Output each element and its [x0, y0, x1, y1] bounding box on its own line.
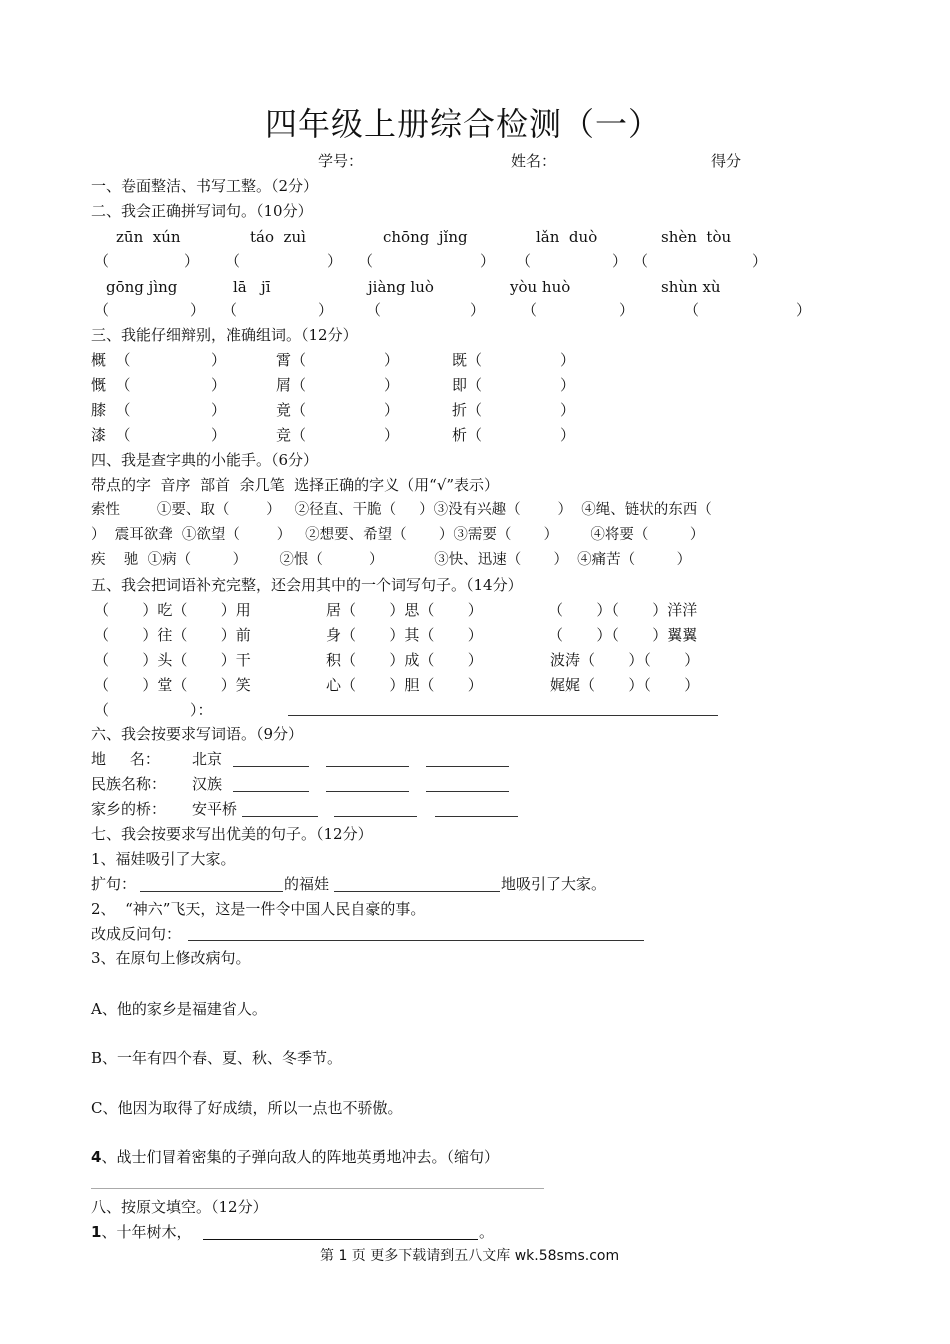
name-label: 姓名： — [511, 152, 557, 170]
idiom-cell: 心（ ）胆（ ） — [326, 676, 483, 694]
word-group-cell: 漆 （ — [91, 426, 131, 444]
pinyin-item: chōng jǐng — [383, 228, 468, 246]
answer-paren: （ — [633, 252, 649, 270]
answer-line — [334, 891, 500, 892]
pinyin-item: táo zuì — [250, 228, 306, 246]
word-group-cell: ） — [211, 426, 227, 444]
answer-line — [426, 766, 509, 767]
idiom-cell: 积（ ）成（ ） — [326, 651, 483, 669]
question-number: 4 — [91, 1148, 102, 1166]
answer-line — [326, 791, 409, 792]
answer-line — [140, 891, 283, 892]
answer-paren: （ — [684, 301, 700, 319]
section-4-title: 四、我是查字典的小能手。（6分） — [91, 451, 319, 469]
pinyin-item: jiàng luò — [368, 278, 434, 296]
pinyin-item: gōng jìng — [106, 278, 178, 296]
idiom-cell: 波涛（ ）（ ） — [550, 651, 700, 669]
word-group-cell: ） — [384, 376, 400, 394]
idiom-cell: （ ）吃（ ）用 — [94, 601, 251, 619]
idiom-cell: 居（ ）思（ ） — [326, 601, 483, 619]
word-group-cell: 竟（ — [276, 401, 307, 419]
word-group-cell: 慨 （ — [91, 376, 131, 394]
answer-paren: ） — [470, 301, 486, 319]
word-group-cell: 概 （ — [91, 351, 131, 369]
answer-line — [188, 940, 644, 941]
section-2-title: 二、我会正确拼写词句。（10分） — [91, 202, 313, 220]
word-group-cell: ） — [211, 401, 227, 419]
category-label: 家乡的桥： — [91, 800, 167, 818]
sick-sentence-c: C、他因为取得了好成绩，所以一点也不骄傲。 — [91, 1099, 403, 1117]
word-group-cell: 即（ — [452, 376, 483, 394]
answer-line — [203, 1239, 478, 1240]
idiom-cell: 娓娓（ ）（ ） — [550, 676, 700, 694]
dictionary-line: 疾 驰 ①病（ ） ②恨（ ） ③快、迅速（ ） ④痛苦（ ） — [91, 552, 692, 568]
answer-paren: （ — [94, 252, 110, 270]
idiom-cell: （ ）堂（ ）笑 — [94, 676, 251, 694]
question-7-3: 3、在原句上修改病句。 — [91, 949, 251, 967]
idiom-cell: （ ）头（ ）干 — [94, 651, 251, 669]
rhetorical-label: 改成反问句： — [91, 925, 182, 943]
answer-paren: ） — [480, 252, 496, 270]
pinyin-item: shèn tòu — [661, 228, 732, 246]
word-group-cell: 霄（ — [276, 351, 307, 369]
pinyin-item: zūn xún — [116, 228, 181, 246]
word-group-cell: 屑（ — [276, 376, 307, 394]
word-group-cell: ） — [560, 376, 576, 394]
question-text: 、战士们冒着密集的子弹向敌人的阵地英勇地冲去。（缩句） — [101, 1148, 499, 1166]
answer-paren: ） — [327, 252, 343, 270]
idiom-cell: （ ）往（ ）前 — [94, 626, 251, 644]
section-6-title: 六、我会按要求写词语。（9分） — [91, 725, 304, 743]
category-example: 北京 — [192, 750, 223, 768]
pinyin-item: lā jī — [233, 278, 271, 296]
answer-paren: （ — [358, 252, 374, 270]
answer-paren: （ — [222, 301, 238, 319]
answer-line — [233, 791, 309, 792]
section-7-title: 七、我会按要求写出优美的句子。（12分） — [91, 825, 373, 843]
dictionary-line: 索性 ①要、取（ ） ②径直、干脆（ ）③没有兴趣（ ） ④绳、链状的东西（ — [91, 502, 712, 518]
question-7-4 — [91, 1147, 499, 1167]
section-1-title: 一、卷面整洁、书写工整。（2分） — [91, 177, 319, 195]
answer-paren: （ — [366, 301, 382, 319]
answer-line — [326, 766, 409, 767]
word-group-cell: ） — [211, 351, 227, 369]
question-text: 、十年树木， — [101, 1223, 192, 1241]
answer-paren: （ — [225, 252, 241, 270]
answer-line — [91, 1188, 544, 1189]
answer-paren: （ — [516, 252, 532, 270]
word-group-cell: ） — [211, 376, 227, 394]
word-group-cell: ） — [560, 351, 576, 369]
answer-paren: ） — [184, 252, 200, 270]
idiom-cell: 身（ ）其（ ） — [326, 626, 483, 644]
question-7-1: 1、福娃吸引了大家。 — [91, 850, 236, 868]
question-number: 1 — [91, 1223, 102, 1241]
word-group-cell: 折（ — [452, 401, 483, 419]
word-group-cell: 膝 （ — [91, 401, 131, 419]
sentence-answer-line — [288, 715, 718, 716]
pinyin-item: shùn xù — [661, 278, 721, 296]
answer-paren: ） — [796, 301, 812, 319]
answer-line — [435, 816, 518, 817]
category-example: 安平桥 — [192, 800, 238, 818]
pinyin-item: yòu huò — [510, 278, 571, 296]
word-group-cell: ） — [560, 426, 576, 444]
sentence-label: （ ）： — [94, 701, 213, 719]
dictionary-line: ） 震耳欲聋 ①欲望（ ） ②想要、希望（ ）③需要（ ） ④将要（ ） — [91, 527, 705, 543]
category-example: 汉族 — [192, 775, 223, 793]
answer-paren: ） — [752, 252, 768, 270]
score-label: 得分 — [711, 152, 742, 170]
word-group-cell: 竞（ — [276, 426, 307, 444]
word-group-cell: ） — [384, 426, 400, 444]
answer-line — [426, 791, 509, 792]
answer-line — [233, 766, 309, 767]
answer-paren: （ — [94, 301, 110, 319]
pinyin-item: lǎn duò — [536, 228, 598, 246]
word-group-cell: 析（ — [452, 426, 483, 444]
category-label: 地 名： — [91, 750, 160, 768]
expand-label: 扩句： — [91, 875, 137, 893]
idiom-cell: （ ）（ ）翼翼 — [548, 626, 698, 644]
dictionary-table-header: 带点的字 音序 部首 余几笔 选择正确的字义（用“√”表示） — [91, 476, 500, 494]
question-8-1 — [91, 1222, 191, 1242]
section-5-title: 五、我会把词语补充完整，还会用其中的一个词写句子。（14分） — [91, 576, 523, 594]
student-number-label: 学号： — [318, 152, 364, 170]
category-label: 民族名称： — [91, 775, 167, 793]
answer-paren: ） — [619, 301, 635, 319]
section-3-title: 三、我能仔细辩别，准确组词。（12分） — [91, 326, 358, 344]
word-group-cell: ） — [384, 351, 400, 369]
question-7-2: 2、 “神六”飞天，这是一件令中国人民自豪的事。 — [91, 900, 426, 918]
answer-paren: ） — [612, 252, 628, 270]
expand-mid: 的福娃 — [284, 875, 330, 893]
question-8-1-end: 。 — [479, 1223, 495, 1241]
sick-sentence-b: B、一年有四个春、夏、秋、冬季节。 — [91, 1049, 343, 1067]
word-group-cell: ） — [560, 401, 576, 419]
word-group-cell: ） — [384, 401, 400, 419]
answer-paren: ） — [318, 301, 334, 319]
idiom-cell: （ ）（ ）洋洋 — [548, 601, 698, 619]
page-title: 四年级上册综合检测（一） — [265, 105, 662, 143]
word-group-cell: 既（ — [452, 351, 483, 369]
answer-paren: ） — [190, 301, 206, 319]
sick-sentence-a: A、他的家乡是福建省人。 — [91, 1000, 267, 1018]
expand-end: 地吸引了大家。 — [501, 875, 607, 893]
answer-line — [334, 816, 417, 817]
page-footer: 第 1 页 更多下载请到五八文库 wk.58sms.com — [320, 1248, 620, 1264]
answer-line — [242, 816, 318, 817]
section-8-title: 八、按原文填空。（12分） — [91, 1198, 268, 1216]
answer-paren: （ — [522, 301, 538, 319]
